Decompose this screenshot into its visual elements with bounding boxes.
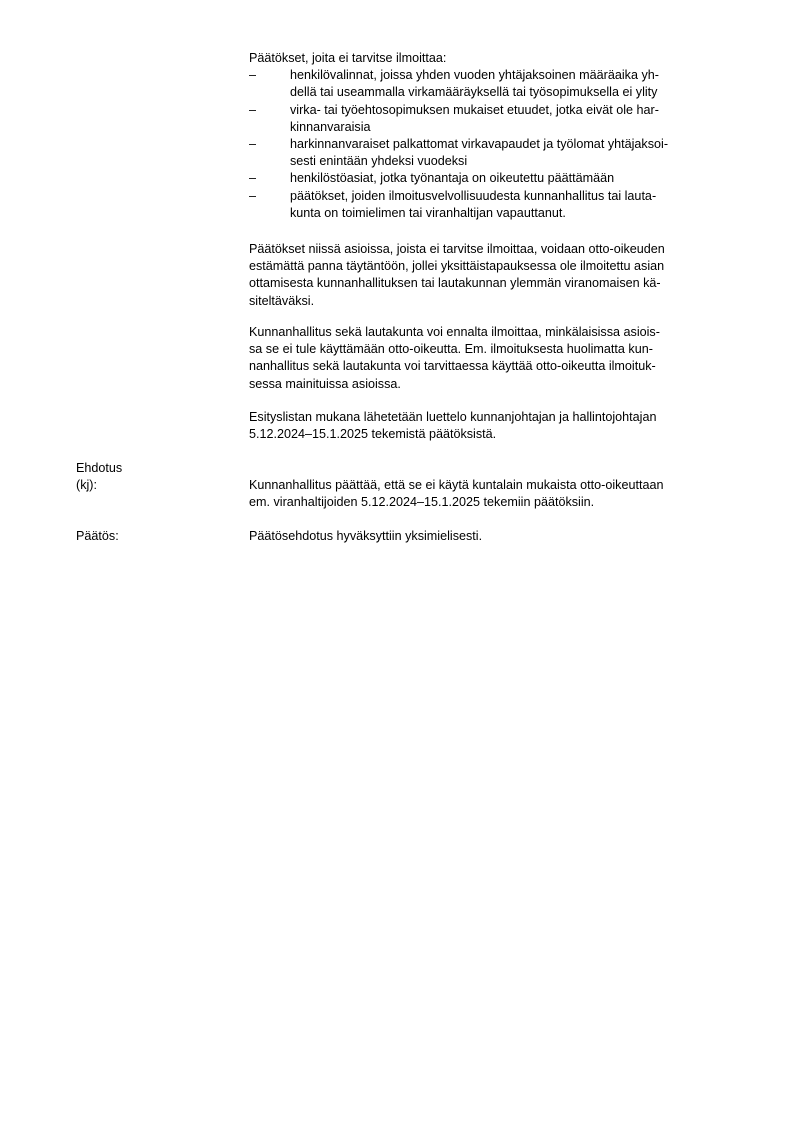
bullet-text-line: dellä tai useammalla virkamääräyksellä tai työsopimuksella ei ylity xyxy=(290,85,658,100)
paragraph-agenda-attachment xyxy=(249,409,737,443)
bullet-list xyxy=(249,67,737,222)
paragraph-line: Esityslistan mukana lähetetään luettelo kunnanjohtajan ja hallintojohtajan xyxy=(249,410,657,424)
bullet-item xyxy=(249,136,737,170)
bullet-text-line: sesti enintään yhdeksi vuodeksi xyxy=(290,154,468,169)
paragraph-line: Kunnanhallitus sekä lautakunta voi ennalta ilmoittaa, minkälaisissa asiois- xyxy=(249,325,660,339)
proposal-label xyxy=(76,460,236,494)
bullet-item xyxy=(249,188,737,222)
paragraph-line: siteltäväksi. xyxy=(249,293,315,308)
bullet-marker: – xyxy=(249,171,257,186)
paragraph-line: ottamisesta kunnanhallituksen tai lautakunnan ylemmän viranomaisen kä- xyxy=(249,276,661,291)
paragraph-line: Päätökset niissä asioissa, joista ei tarvitse ilmoittaa, voidaan otto-oikeuden xyxy=(249,242,665,256)
bullet-text-line: henkilövalinnat, joissa yhden vuoden yhtäjaksoinen määräaika yh- xyxy=(290,68,659,83)
section-heading: Päätökset, joita ei tarvitse ilmoittaa: xyxy=(249,51,447,65)
bullet-text-line: päätökset, joiden ilmoitusvelvollisuudesta kunnanhallitus tai lauta- xyxy=(290,188,657,203)
bullet-marker: – xyxy=(249,102,257,117)
decision-text xyxy=(249,528,737,545)
proposal-text-line: Kunnanhallitus päättää, että se ei käytä kuntalain mukaista otto-oikeuttaan xyxy=(249,478,664,492)
proposal-text xyxy=(249,477,737,511)
paragraph-enforcement xyxy=(249,241,737,310)
bullet-item xyxy=(249,102,737,136)
paragraph-line: estämättä panna täytäntöön, jollei yksittäistapauksessa ole ilmoitettu asian xyxy=(249,259,665,274)
non-notifiable-decisions-section xyxy=(249,50,737,222)
bullet-item xyxy=(249,170,737,187)
bullet-text-line: kinnanvaraisia xyxy=(290,119,371,134)
bullet-marker: – xyxy=(249,68,257,83)
paragraph-line: sessa mainituissa asioissa. xyxy=(249,376,401,391)
bullet-item xyxy=(249,67,737,101)
bullet-marker: – xyxy=(249,188,257,203)
proposal-text-line: em. viranhaltijoiden 5.12.2024–15.1.2025 tekemiin päätöksiin. xyxy=(249,495,595,510)
bullet-text-line: henkilöstöasiat, jotka työnantaja on oikeutettu päättämään xyxy=(290,171,615,186)
paragraph-advance-notice xyxy=(249,324,737,393)
paragraph-line: nanhallitus sekä lautakunta voi tarvittaessa käyttää otto-oikeutta ilmoituk- xyxy=(249,359,656,374)
paragraph-line: 5.12.2024–15.1.2025 tekemistä päätöksistä. xyxy=(249,427,497,442)
bullet-text-line: harkinnanvaraiset palkattomat virkavapaudet ja työlomat yhtäjaksoi- xyxy=(290,137,669,152)
proposal-label-line: (kj): xyxy=(76,478,97,493)
proposal-label-line: Ehdotus xyxy=(76,461,123,475)
bullet-text-line: virka- tai työehtosopimuksen mukaiset etuudet, jotka eivät ole har- xyxy=(290,102,659,117)
decision-label-text: Päätös: xyxy=(76,529,119,543)
bullet-marker: – xyxy=(249,137,257,152)
paragraph-line: sa se ei tule käyttämään otto-oikeutta. Em. ilmoituksesta huolimatta kun- xyxy=(249,342,653,357)
decision-label xyxy=(76,528,236,545)
bullet-text-line: kunta on toimielimen tai viranhaltijan vapauttanut. xyxy=(290,205,566,220)
decision-text-line: Päätösehdotus hyväksyttiin yksimielisesti. xyxy=(249,529,483,543)
